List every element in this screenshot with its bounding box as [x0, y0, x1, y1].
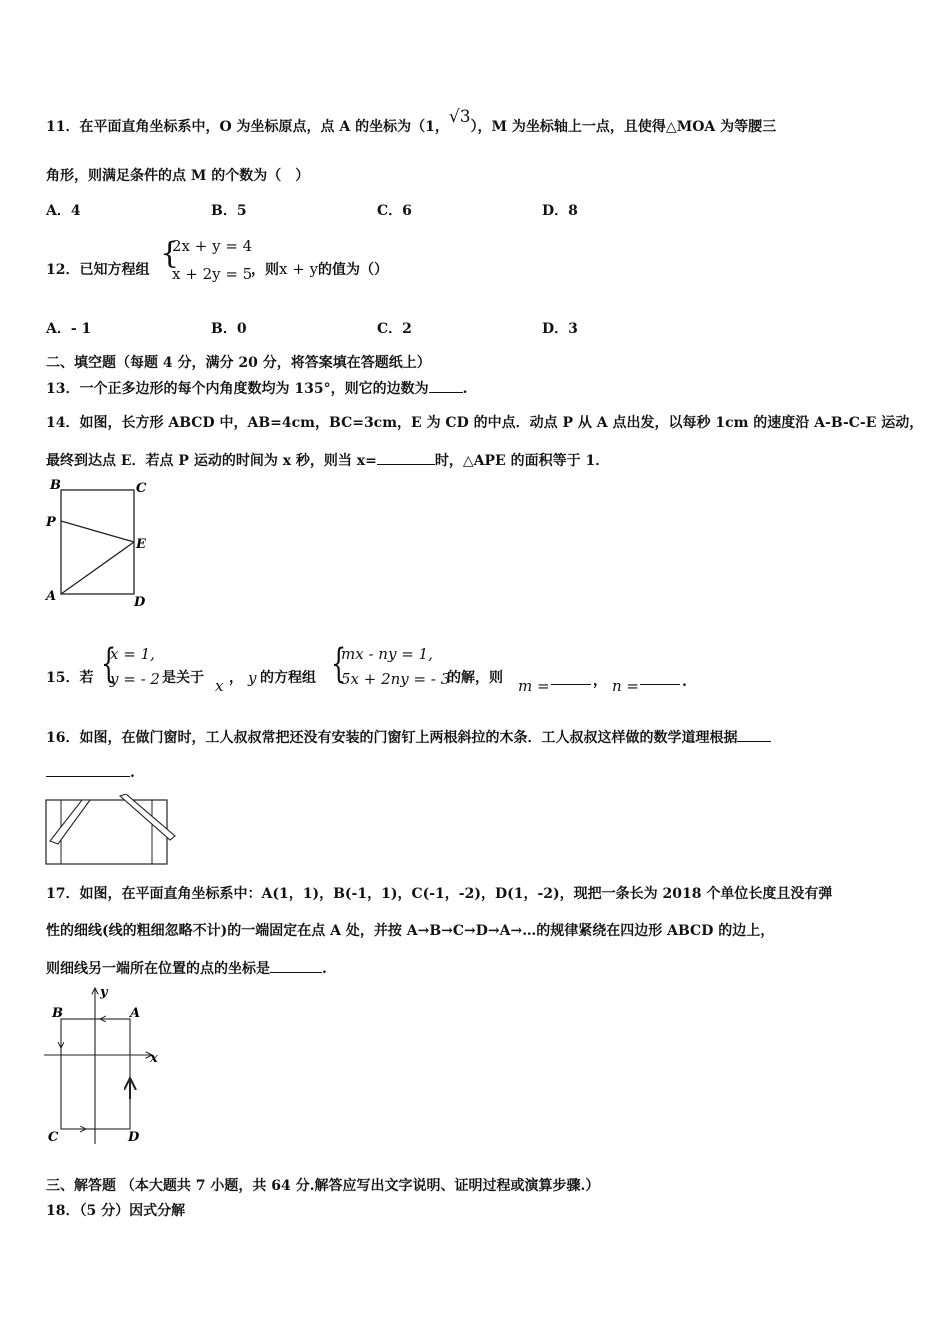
q14-text-b: 时，△APE 的面积等于 1．: [434, 453, 610, 469]
q11-line2: 角形，则满足条件的点 M 的个数为（ ）: [46, 168, 310, 184]
q14-answer-blank[interactable]: [377, 463, 435, 465]
label-a: A: [46, 589, 57, 604]
q12-brace: {: [160, 236, 180, 271]
label-y: y: [100, 985, 108, 1000]
q14-text-a: 最终到达点 E．若点 P 运动的时间为 x 秒，则当 x=: [46, 453, 377, 469]
q15-sys2-eq2: 5x + 2ny = - 3: [341, 670, 451, 688]
q11-text-a: 11．在平面直角坐标系中，O 为坐标原点，点 A 的坐标为（1，: [46, 119, 449, 135]
q11-line1: [46, 107, 777, 136]
q16-end: .: [130, 765, 135, 781]
q12-option-a: A．- 1: [46, 321, 92, 337]
q15-sys1-eq1: x = 1,: [110, 645, 155, 663]
label-x: x: [150, 1051, 158, 1066]
q15-system2: [341, 642, 450, 692]
q13-line: [46, 378, 467, 398]
q16-answer-blank-a[interactable]: [737, 740, 771, 742]
q11-option-c: C．6: [377, 203, 412, 219]
label-c: C: [136, 481, 147, 496]
q14-rectangle-figure: [40, 476, 160, 611]
q17-line1: 17．如图，在平面直角坐标系中：A(1，1)，B(-1，1)，C(-1，-2)，D(1，-2)，现把一条长为 2018 个单位长度且没有弹: [46, 886, 833, 902]
q16-window-figure: [44, 794, 179, 868]
label-a: A: [130, 1006, 141, 1021]
q15-brace2: {: [331, 641, 347, 687]
q15-m-blank[interactable]: [551, 683, 591, 685]
left-diagonal-brace: [50, 800, 90, 844]
q18-line: 18．（5 分）因式分解: [46, 1203, 186, 1219]
q12-expr: x + y: [279, 260, 319, 278]
q14-line2: [46, 450, 609, 470]
label-c: C: [48, 1130, 59, 1145]
q16-answer-blank-b[interactable]: [46, 775, 130, 777]
q16-line2: [46, 765, 135, 781]
q12-system: [172, 232, 252, 288]
q15-mid2: 的方程组: [260, 670, 316, 686]
q16-text: 16．如图，在做门窗时，工人叔叔常把还没有安装的门窗钉上两根斜拉的木条．工人叔叔这样做的数学道理根据: [46, 730, 738, 746]
label-d: D: [134, 595, 146, 610]
segment-ae: [61, 542, 134, 594]
q12-eq2: x + 2y = 5: [172, 265, 253, 283]
rect-abcd: [61, 490, 134, 594]
q11-option-b: B．5: [211, 203, 247, 219]
q17-answer-blank[interactable]: [270, 971, 322, 973]
q11-option-d: D．8: [542, 203, 578, 219]
q12-option-d: D．3: [542, 321, 578, 337]
q15-brace1: {: [101, 641, 117, 687]
q15-var-x: x: [215, 677, 224, 695]
q15-n-blank[interactable]: [640, 683, 680, 685]
q17-line2: 性的细线(线的粗细忽略不计)的一端固定在点 A 处，并按 A→B→C→D→A→…的规律紧绕在四边形 ABCD 的边上，: [46, 923, 775, 939]
q11-text-b: ），M 为坐标轴上一点，且使得△MOA 为等腰三: [470, 119, 777, 135]
label-b: B: [50, 478, 61, 493]
q12-prefix: 12．已知方程组: [46, 262, 150, 278]
q11-sqrt3: √3: [448, 107, 471, 127]
section3-heading: 三、解答题 （本大题共 7 小题，共 64 分.解答应写出文字说明、证明过程或演算步骤.）: [46, 1178, 600, 1194]
label-e: E: [136, 537, 146, 552]
q16-line1: [46, 727, 771, 747]
q15-sys1-eq2: y = - 2: [110, 670, 160, 688]
label-p: P: [46, 515, 56, 530]
q12-suffix: 的值为（）: [318, 262, 389, 278]
q12-tail: [251, 259, 388, 279]
q15-comma1: ，: [229, 670, 243, 686]
q12-eq1: 2x + y = 4: [172, 237, 253, 255]
q12-option-b: B．0: [211, 321, 247, 337]
q15-m-label: m =: [518, 677, 550, 695]
q17-coordinate-figure: [40, 984, 170, 1149]
q15-var-y: y: [248, 669, 257, 687]
q17-line3: [46, 958, 327, 978]
q15-n-label: n =: [612, 677, 639, 695]
q13-text: 13．一个正多边形的每个内角度数均为 135°，则它的边数为: [46, 381, 429, 397]
section2-heading: 二、填空题（每题 4 分，满分 20 分，将答案填在答题纸上）: [46, 355, 431, 371]
label-b: B: [52, 1006, 63, 1021]
q17-end: .: [322, 961, 327, 977]
q17-text: 则细线另一端所在位置的点的坐标是: [46, 961, 270, 977]
segment-pe: [61, 521, 134, 542]
q13-end: .: [462, 381, 468, 397]
q15-prefix: 15．若: [46, 670, 94, 686]
q14-line1: 14．如图，长方形 ABCD 中，AB=4cm，BC=3cm，E 为 CD 的中点．动点 P 从 A 点出发，以每秒 1cm 的速度沿 A-B-C-E 运动，: [46, 415, 924, 431]
q15-mid1: 是关于: [162, 670, 204, 686]
q15-end: .: [682, 674, 687, 690]
q13-answer-blank[interactable]: [429, 391, 463, 393]
q15-mid3: 的解，则: [447, 670, 503, 686]
q15-sep: ，: [593, 673, 607, 689]
q11-option-a: A．4: [46, 203, 81, 219]
label-d: D: [128, 1130, 140, 1145]
q12-option-c: C．2: [377, 321, 412, 337]
q15-system1: [110, 642, 160, 692]
q12-mid: ，则: [251, 262, 279, 278]
q15-sys2-eq1: mx - ny = 1,: [341, 645, 433, 663]
